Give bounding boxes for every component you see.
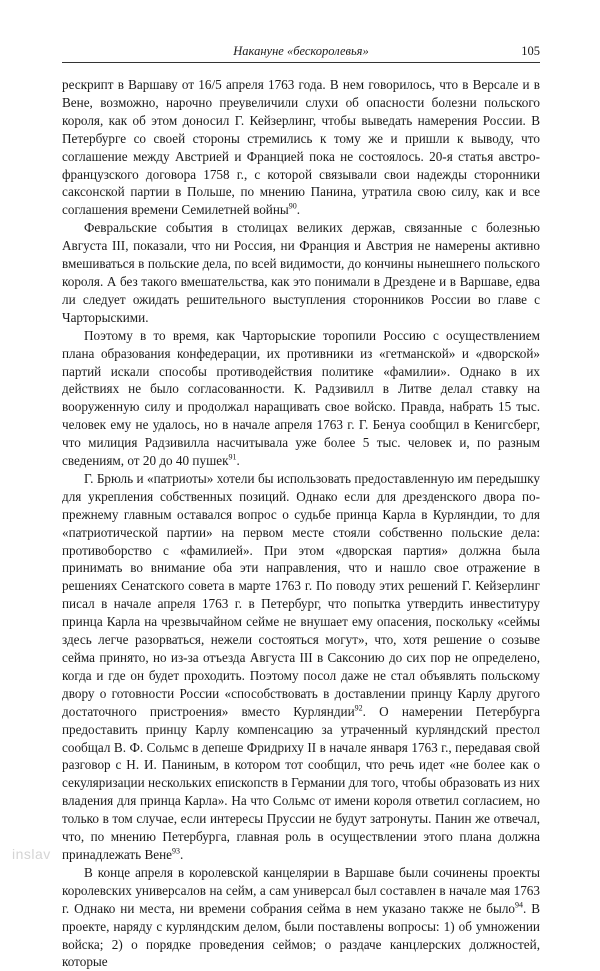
footnote-ref[interactable]: 91 — [228, 452, 237, 462]
paragraph-1: рескрипт в Варшаву от 16/5 апреля 1763 года. В нем говорилось, что в Версале и в Вене, возможно, нарочно преувеличили слухи об опасности болезни польского короля, как об этом доносил Г. Кейзерлинг, чтобы выведать намерения России. В Петербурге со своей стороны стремились к тому же и пришли к выводу, что соглашение между Австрией и Францией пока не состоялось. 20-я статья австро-французского договора 1758 г., с которой связывали свои надежды сторонники саксонской партии в Польше, по мнению Панина, утратила свою силу, как и все соглашения времени Семилетней войны$^{90}$. — [62, 77, 540, 218]
paragraph-5: В конце апреля в королевской канцелярии в Варшаве были сочинены проекты королевских универсалов на сейм, а сам универсал был составлен в начале мая 1763 г. Однако ни места, ни времени собрания сейма в нем указано также не было$^{94}$. В проекте, наряду с курляндским делом, были поставлены вопросы: 1) об умножении войска; 2) о порядке проведения сеймов; о раздаче канцлерских должностей, которые — [62, 864, 540, 970]
paragraph-4: Г. Брюль и «патриоты» хотели бы использовать предоставленную им передышку для укрепления собственных позиций. Однако если для дрезденского двора по-прежнему главным оставался вопрос о судьбе принца Карла в Курляндии, то для «патриотической партии» на первом месте стояли собственно польские дела: противоборство с «фамилией». При этом «дворская партия» должна была принимать во внимание оба эти направления, что и нашло свое отражение в решениях Сенатского совета в марте 1763 г. По поводу этих решений Г. Кейзерлинг писал в начале апреля 1763 г. в Петербург, что попытка утвердить инвеституру принца Карла на чрезвычайном сейме не внушает ему опасения, поскольку «сеймы здесь легче разорваться, нежели состояться могут», что, хотя решение о созыве сейма принято, но из-за отъезда Августа III в Саксонию до сих пор не определено, когда и где он будет проходить. Поэтому посол даже не стал объявлять польскому двору о готовности России «способствовать в доставлении принцу Карлу другого достаточного пристроения» вместо Курляндии$^{92}$. О намерении Петербурга предоставить принцу Карлу компенсацию за утраченный курляндский престол сообщал В. Ф. Сольмс в депеше Фридриху II в начале января 1763 г., передавая свой разговор с Н. И. Паниным, в котором тот сообщил, что речь идет «не более как о секуляризации нескольких епископств в Германии для того, чтобы образовать из них владения для принца Карла». На что Сольмс от имени короля ответил согласием, но только в том случае, если интересы Пруссии не будут затронуты. Панин же отвечал, что, по мнению Петербурга, главная роль в осуществлении этого плана должна принадлежать Вене$^{93}$. — [62, 470, 541, 862]
paragraph-3: Поэтому в то время, как Чарторыские торопили Россию с осуществлением плана образования конфедерации, их противники из «гетманской» и «дворской» партий искали способы противодействия политике «фамилии». Однако в их действиях не было согласованности. К. Радзивилл в Литве делал ставку на вооруженную силу и продолжал наращивать свое войско. Правда, набрать 15 тыс. человек ему не удалось, но в начале апреля 1763 г. Г. Бенуа сообщил в Кенигсберг, что милиция Радзивилла насчитывала уже более 5 тыс. человек и, по разным сведениям, от 20 до 40 пушек$^{91}$. — [62, 327, 540, 469]
main-text — [62, 76, 540, 971]
footnote-ref[interactable]: 93 — [172, 846, 181, 856]
running-header — [62, 40, 540, 63]
footnote-ref[interactable]: 94 — [515, 900, 524, 910]
footnote-ref[interactable]: 90 — [288, 201, 297, 211]
page-number: 105 — [521, 44, 540, 58]
running-title: Накануне «бескоролевья» — [233, 44, 369, 58]
footnote-ref[interactable]: 92 — [354, 703, 363, 713]
paragraph-2: Февральские события в столицах великих держав, связанные с болезнью Августа III, показали, что ни Россия, ни Франция и Австрия не намерены активно вмешиваться в польские дела, по всей видимости, до кончины нынешнего польского короля. А без такого вмешательства, как это понимали в Дрездене и в Варшаве, едва ли следует ожидать решительного выступления сторонников России во главе с Чарторыскими. — [62, 220, 540, 325]
watermark-logo: inslav — [12, 846, 51, 862]
